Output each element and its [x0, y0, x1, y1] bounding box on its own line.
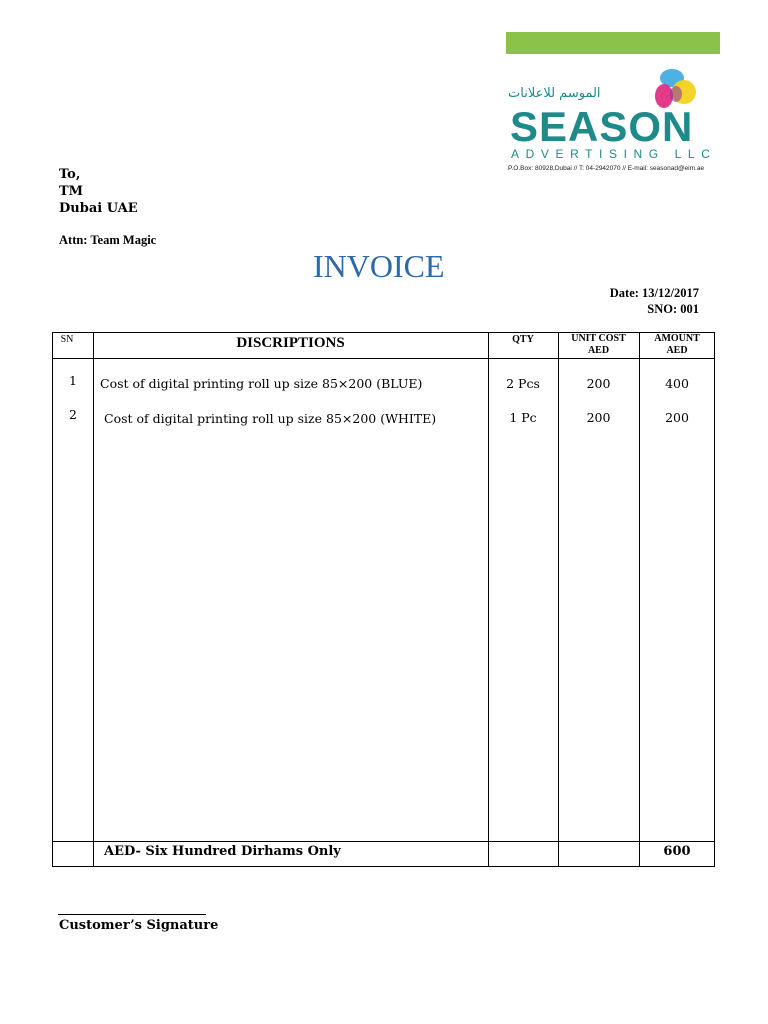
- company-tagline: ADVERTISING LLC: [511, 147, 717, 161]
- header-amount-line2: AED: [666, 345, 688, 356]
- total-amount: 600: [663, 844, 691, 859]
- header-amount: [639, 333, 715, 357]
- row-2-unit-cost: 200: [586, 410, 611, 425]
- total-in-words: AED- Six Hundred Dirhams Only: [104, 844, 341, 859]
- header-qty: QTY: [512, 334, 534, 345]
- column-divider: [93, 333, 94, 866]
- invoice-date: Date: 13/12/2017: [609, 286, 699, 300]
- header-unit-cost-line1: UNIT COST: [571, 333, 626, 344]
- row-2-sn: 2: [69, 407, 77, 422]
- header-unit-cost: [558, 333, 639, 357]
- row-2-description: Cost of digital printing roll up size 85×200 (WHITE): [104, 411, 437, 426]
- row-2-amount: 200: [665, 410, 689, 425]
- row-2-qty: 1 Pc: [509, 410, 537, 425]
- row-1-qty: 2 Pcs: [506, 376, 540, 391]
- header-divider: [53, 358, 714, 359]
- recipient-name: TM: [59, 184, 84, 199]
- header-unit-cost-line2: AED: [587, 345, 610, 356]
- row-1-amount: 400: [665, 376, 689, 391]
- recipient-to: To,: [59, 167, 81, 182]
- header-description: DISCRIPTIONS: [236, 335, 345, 351]
- total-divider: [53, 841, 714, 842]
- row-1-unit-cost: 200: [586, 376, 611, 391]
- company-arabic-name: الموسم للاعلانات: [508, 86, 601, 101]
- recipient-attn: Attn: Team Magic: [59, 233, 157, 247]
- company-name: SEASON: [510, 103, 694, 150]
- header-sn: SN: [60, 334, 74, 345]
- customer-signature-label: Customer’s Signature: [59, 918, 219, 933]
- company-contact: P.O.Box: 80928,Dubai // T: 04-2942070 // E-mail: seasonad@eim.ae: [508, 165, 705, 172]
- signature-line: [58, 914, 206, 915]
- logo-color-bar: [506, 32, 720, 54]
- row-1-description: Cost of digital printing roll up size 85×200 (BLUE): [100, 376, 423, 391]
- row-1-sn: 1: [69, 373, 77, 388]
- invoice-table: [52, 332, 715, 867]
- header-amount-line1: AMOUNT: [654, 333, 700, 344]
- recipient-location: Dubai UAE: [59, 201, 138, 216]
- invoice-title: INVOICE: [313, 248, 445, 284]
- invoice-serial-number: SNO: 001: [647, 302, 699, 316]
